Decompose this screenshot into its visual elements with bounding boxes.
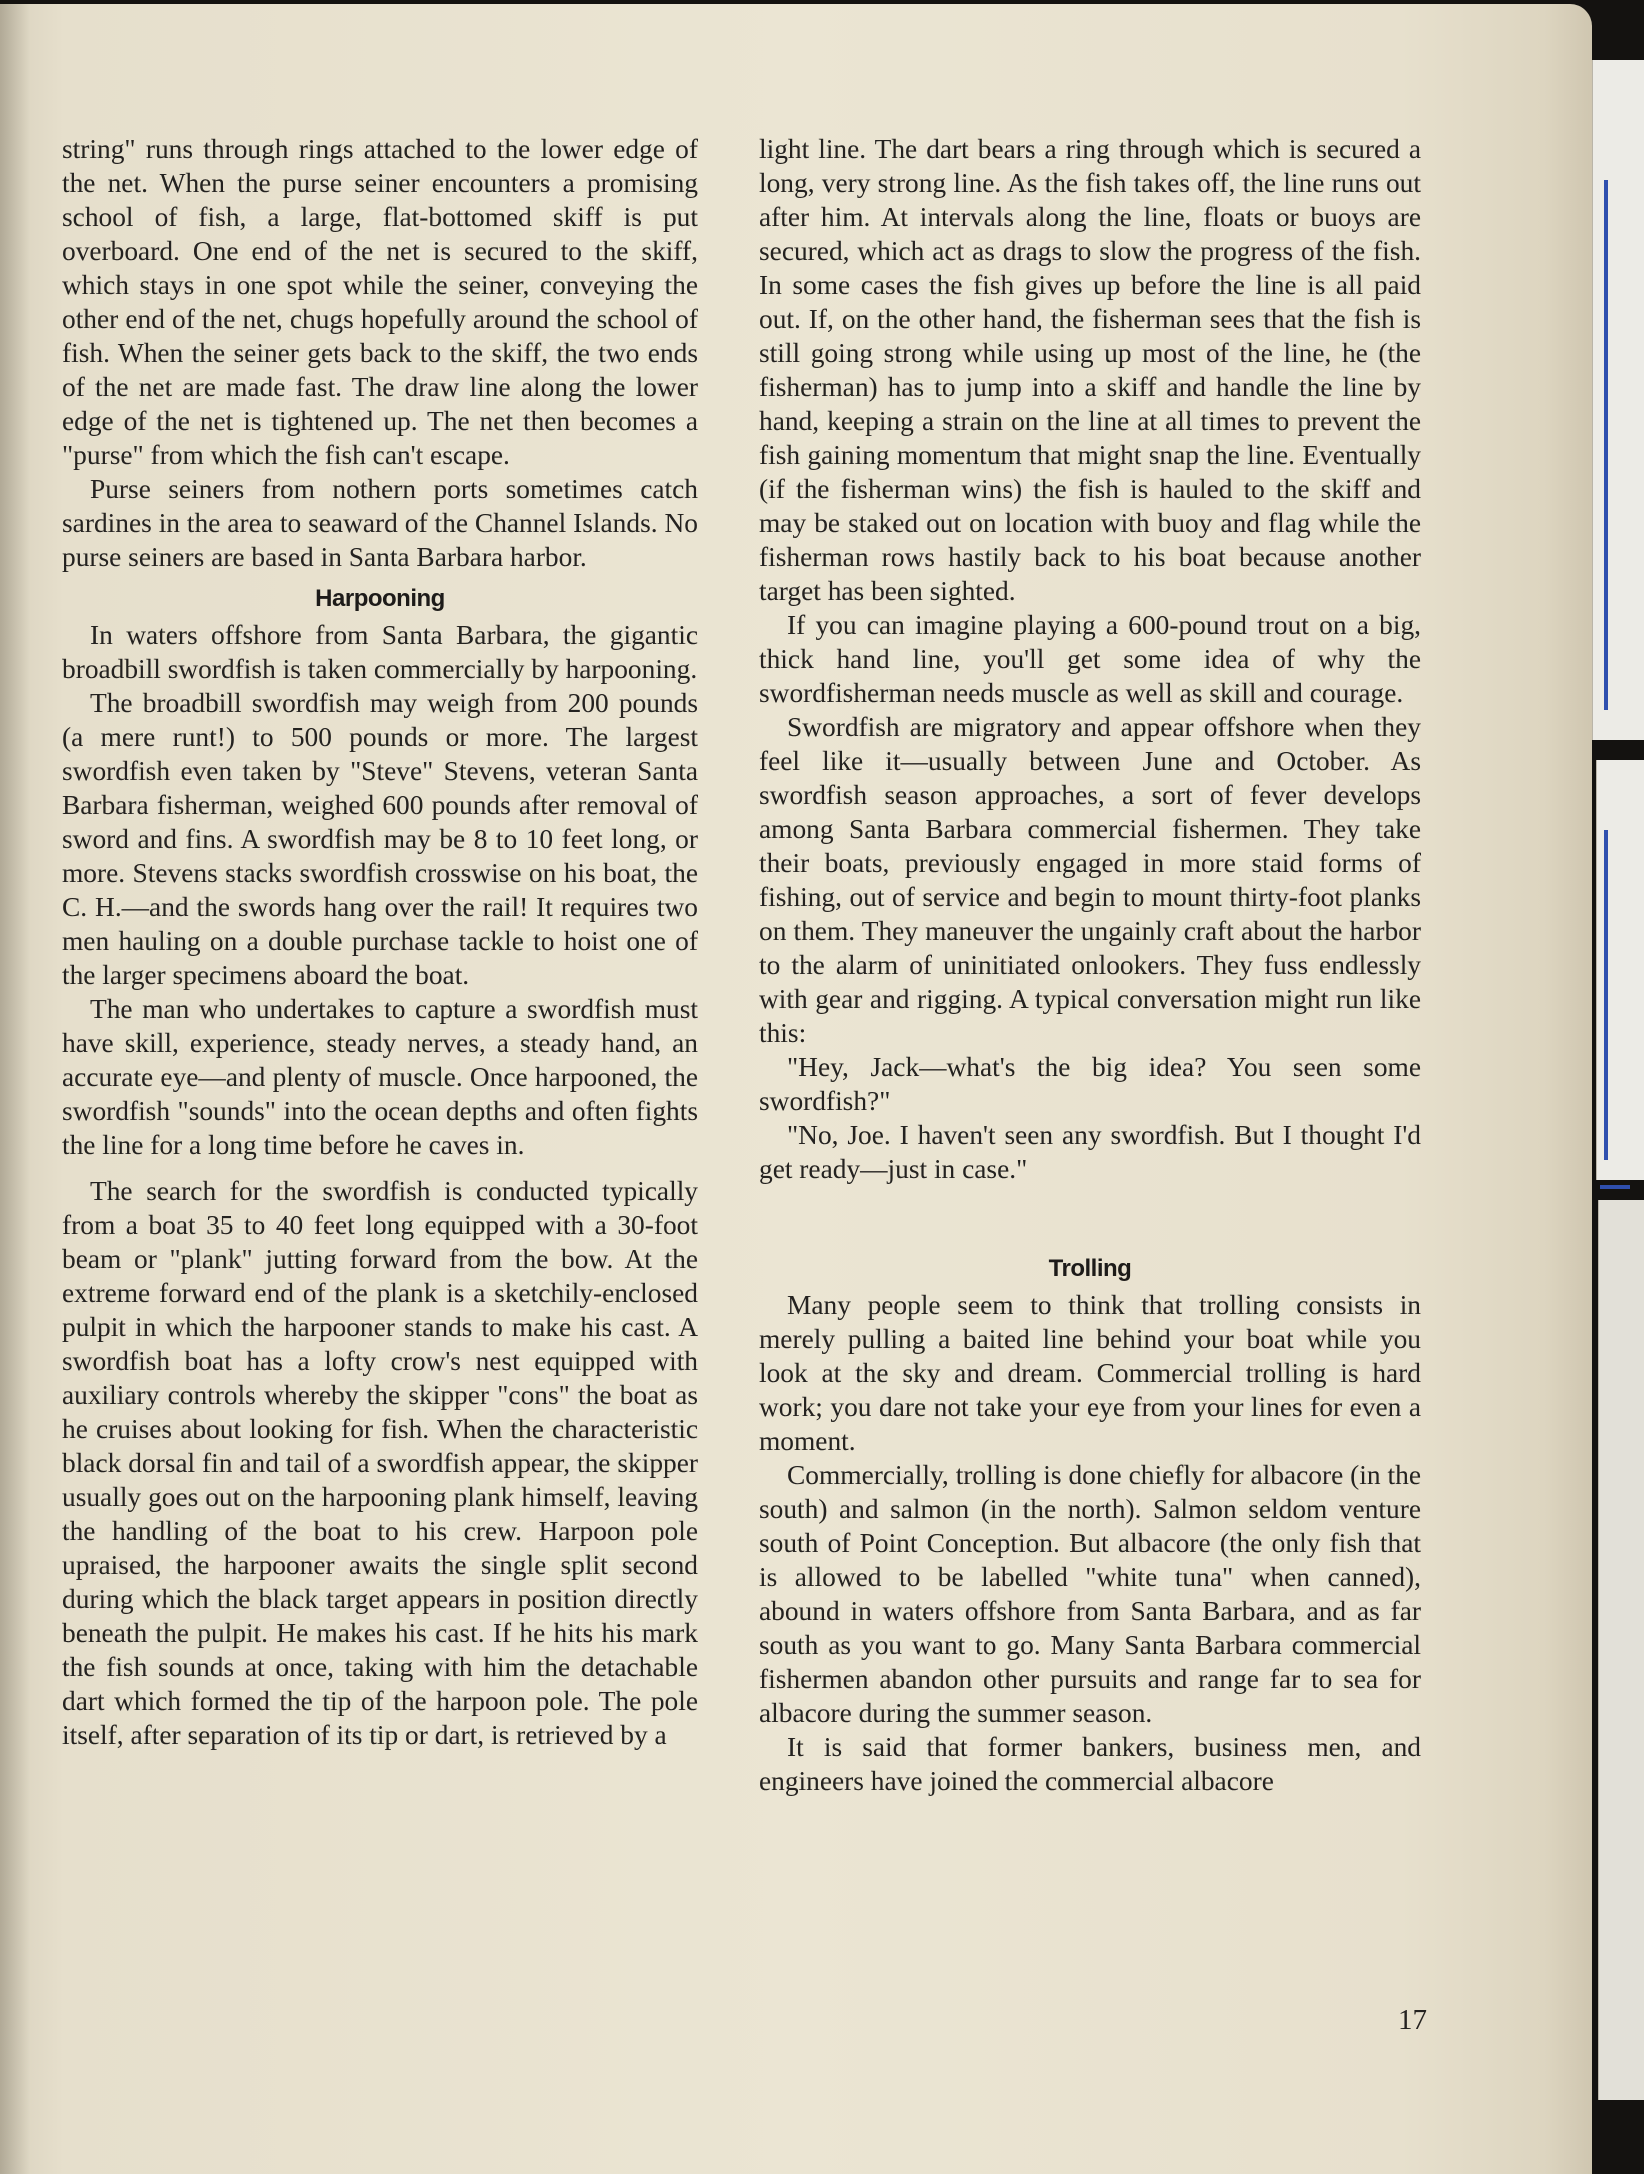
magazine-page (0, 4, 1592, 2174)
dialogue-line: "No, Joe. I haven't seen any swordfish. But I thought I'd get ready—just in case." (759, 1120, 1421, 1184)
paragraph: In waters offshore from Santa Barbara, the gigantic broadbill swordfish is taken commercially by harpooning. (62, 620, 698, 684)
paragraph: Many people seem to think that trolling consists in merely pulling a baited line behind your boat while you look at the sky and dream. Commercial trolling is hard work; you dare not take your eye from your lines for even a moment. (759, 1290, 1421, 1456)
page-number: 17 (1398, 2004, 1427, 2036)
paragraph: The search for the swordfish is conducted typically from a boat 35 to 40 feet long equipped with a 30-foot beam or "plank" jutting forward from the bow. At the extreme forward end of the plank is a sketchily-enclosed pulpit in which the harpooner stands to make his cast. A swordfish boat has a lofty crow's nest equipped with auxiliary controls whereby the skipper "cons" the boat as he cruises about looking for fish. When the characteristic black dorsal fin and tail of a swordfish appear, the skipper usually goes out on the harpooning plank himself, leaving the handling of the boat to his crew. Harpoon pole upraised, the harpooner awaits the single split second during which the black target appears in position directly beneath the pulpit. He makes his cast. If he hits his mark the fish sounds at once, taking with him the detachable dart which formed the tip of the harpoon pole. The pole itself, after separation of its tip or dart, is retrieved by a (62, 1176, 698, 1750)
right-text-column (759, 132, 1421, 1798)
back-page-edge-top (1592, 60, 1644, 740)
spine-shadow (0, 4, 30, 2174)
blue-tab-mark-middle (1604, 830, 1608, 1160)
left-text-column (62, 132, 698, 1752)
paragraph: It is said that former bankers, business men, and engineers have joined the commercial albacore (759, 1732, 1421, 1796)
paragraph: The man who undertakes to capture a swordfish must have skill, experience, steady nerves, a steady hand, an accurate eye—and plenty of muscle. Once harpooned, the swordfish "sounds" into the ocean depths and often fights the line for a long time before he caves in. (62, 994, 698, 1160)
section-heading-harpooning: Harpooning (315, 585, 445, 612)
dialogue-line: "Hey, Jack—what's the big idea? You seen some swordfish?" (759, 1052, 1421, 1116)
paragraph: Commercially, trolling is done chiefly for albacore (in the south) and salmon (in the north). Salmon seldom venture south of Point Conception. But albacore (the only fish that is allowed to be labelled "white tuna" when canned), abound in waters offshore from Santa Barbara, and as far south as you want to go. Many Santa Barbara commercial fishermen abandon other pursuits and range far to sea for albacore during the summer season. (759, 1460, 1421, 1728)
blue-tab-mark-bottom (1600, 1185, 1630, 1189)
section-heading-trolling: Trolling (1048, 1255, 1132, 1282)
paragraph: Purse seiners from nothern ports sometimes catch sardines in the area to seaward of the Channel Islands. No purse seiners are based in Santa Barbara harbor. (62, 474, 698, 572)
paragraph: string" runs through rings attached to the lower edge of the net. When the purse seiner encounters a promising school of fish, a large, flat-bottomed skiff is put overboard. One end of the net is secured to the skiff, which stays in one spot while the seiner, conveying the other end of the net, chugs hopefully around the school of fish. When the seiner gets back to the skiff, the two ends of the net are made fast. The draw line along the lower edge of the net is tightened up. The net then becomes a "purse" from which the fish can't escape. (62, 134, 698, 470)
paragraph: Swordfish are migratory and appear offshore when they feel like it—usually between June and October. As swordfish season approaches, a sort of fever develops among Santa Barbara commercial fishermen. They take their boats, previously engaged in more staid forms of fishing, out of service and begin to mount thirty-foot planks on them. They maneuver the ungainly craft about the harbor to the alarm of uninitiated onlookers. They fuss endlessly with gear and rigging. A typical conversation might run like this: (759, 712, 1421, 1048)
paragraph: The broadbill swordfish may weigh from 200 pounds (a mere runt!) to 500 pounds or more. The largest swordfish even taken by "Steve" Stevens, veteran Santa Barbara fisherman, weighed 600 pounds after removal of sword and fins. A swordfish may be 8 to 10 feet long, or more. Stevens stacks swordfish crosswise on his boat, the C. H.—and the swords hang over the rail! It requires two men hauling on a double purchase tackle to hoist one of the larger specimens aboard the boat. (62, 688, 698, 990)
paragraph: light line. The dart bears a ring through which is secured a long, very strong line. As the fish takes off, the line runs out after him. At intervals along the line, floats or buoys are secured, which act as drags to slow the progress of the fish. In some cases the fish gives up before the line is all paid out. If, on the other hand, the fisherman sees that the fish is still going strong while using up most of the line, he (the fisherman) has to jump into a skiff and handle the line by hand, keeping a strain on the line at all times to prevent the fish gaining momentum that might snap the line. Eventually (if the fisherman wins) the fish is hauled to the skiff and may be staked out on location with buoy and flag while the fisherman rows hastily back to his boat because another target has been sighted. (759, 134, 1421, 606)
back-page-edge-bottom (1598, 1200, 1644, 2100)
blue-tab-mark-top (1604, 180, 1608, 710)
paragraph: If you can imagine playing a 600-pound trout on a big, thick hand line, you'll get some idea of why the swordfisherman needs muscle as well as skill and courage. (759, 610, 1421, 708)
